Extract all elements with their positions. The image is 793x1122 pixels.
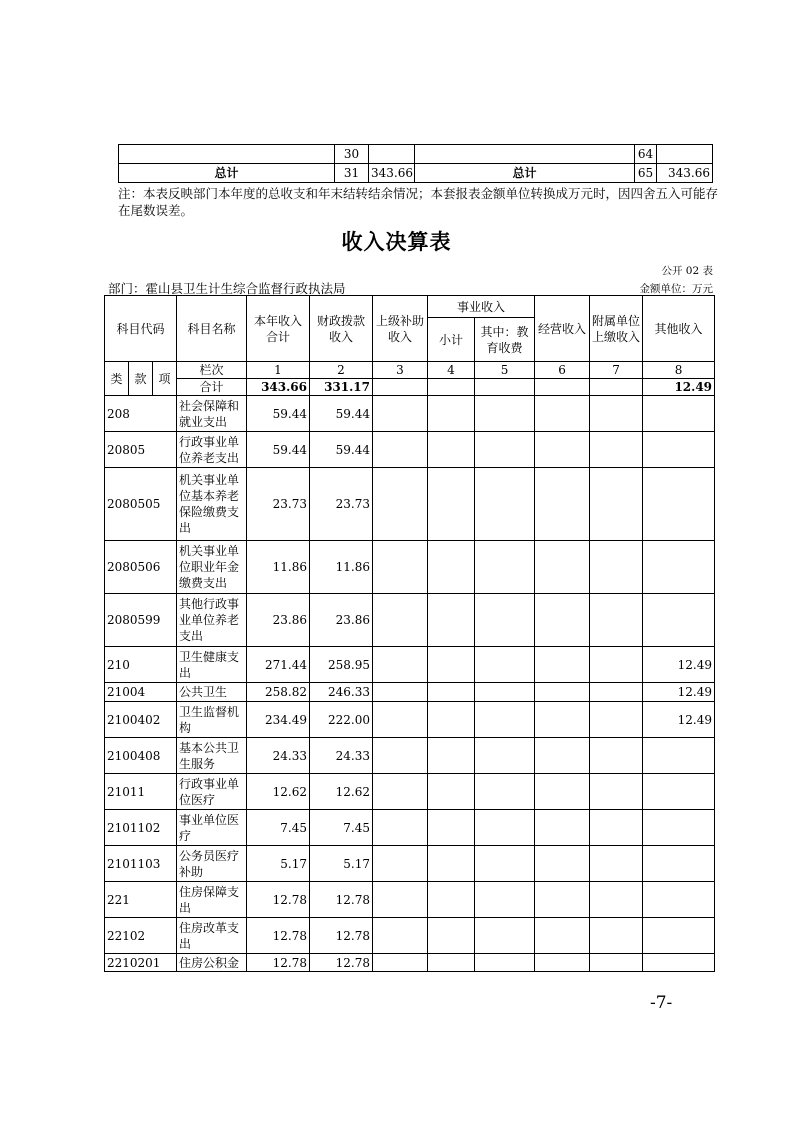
income-rows (105, 396, 715, 972)
row-fiscal: 24.33 (310, 738, 373, 774)
header-fiscal-allocation: 财政拨款收入 (310, 296, 373, 362)
row-other (643, 810, 715, 846)
row-fiscal: 12.62 (310, 774, 373, 810)
total-label-right: 总计 (415, 164, 635, 183)
grand-total-other: 12.49 (643, 379, 715, 396)
row-total: 59.44 (247, 432, 310, 468)
row-code: 20805 (105, 432, 177, 468)
row-total: 234.49 (247, 702, 310, 738)
row-code: 2100408 (105, 738, 177, 774)
summary-total-row (119, 164, 713, 183)
summary-table-fragment (118, 144, 713, 183)
column-number-row (105, 362, 715, 379)
table-note: 注：本表反映部门本年度的总收支和年末结转结余情况；本套报表金额单位转换成万元时，因四舍五入可能存在尾数误差。 (118, 186, 719, 218)
row-other (643, 954, 715, 972)
header-education-fees: 其中：教育收费 (475, 318, 535, 362)
header-section: 款 (129, 362, 153, 396)
row-fiscal: 12.78 (310, 954, 373, 972)
table-row (105, 396, 715, 432)
summary-col-no-left: 30 (335, 145, 369, 164)
header-total-income: 本年收入合计 (247, 296, 310, 362)
row-total: 12.78 (247, 918, 310, 954)
summary-col-no-right: 64 (635, 145, 657, 164)
table-code: 公开 02 表 (661, 265, 713, 277)
row-name: 行政事业单位医疗 (177, 774, 247, 810)
row-code: 2080506 (105, 541, 177, 594)
row-code: 2101103 (105, 846, 177, 882)
table-row (105, 774, 715, 810)
row-total: 24.33 (247, 738, 310, 774)
row-name: 行政事业单位养老支出 (177, 432, 247, 468)
row-name: 事业单位医疗 (177, 810, 247, 846)
table-row (105, 846, 715, 882)
row-fiscal: 12.78 (310, 882, 373, 918)
col-number: 3 (373, 362, 428, 379)
table-row (105, 468, 715, 541)
summary-row (119, 145, 713, 164)
row-other: 12.49 (643, 702, 715, 738)
col-number: 2 (310, 362, 373, 379)
row-name: 住房改革支出 (177, 918, 247, 954)
row-other (643, 738, 715, 774)
row-other (643, 882, 715, 918)
row-total: 7.45 (247, 810, 310, 846)
row-total: 271.44 (247, 647, 310, 683)
row-code: 208 (105, 396, 177, 432)
col-number: 1 (247, 362, 310, 379)
row-code: 2080505 (105, 468, 177, 541)
row-code: 2101102 (105, 810, 177, 846)
row-other (643, 846, 715, 882)
col-number: 7 (590, 362, 643, 379)
row-total: 5.17 (247, 846, 310, 882)
row-name: 住房公积金 (177, 954, 247, 972)
page-title: 收入决算表 (341, 230, 452, 254)
row-other (643, 432, 715, 468)
row-other (643, 918, 715, 954)
row-name: 机关事业单位基本养老保险缴费支出 (177, 468, 247, 541)
grand-total-fiscal: 331.17 (310, 379, 373, 396)
col-number: 6 (535, 362, 590, 379)
table-row (105, 738, 715, 774)
row-fiscal: 59.44 (310, 432, 373, 468)
grand-total-row (105, 379, 715, 396)
row-other (643, 468, 715, 541)
header-subject-name: 科目名称 (177, 296, 247, 362)
header-subject-code: 科目代码 (105, 296, 177, 362)
col-number: 5 (475, 362, 535, 379)
row-name: 公务员医疗补助 (177, 846, 247, 882)
table-row (105, 594, 715, 647)
table-row (105, 541, 715, 594)
income-table (104, 295, 715, 972)
row-other: 12.49 (643, 683, 715, 702)
row-fiscal: 222.00 (310, 702, 373, 738)
row-total: 23.86 (247, 594, 310, 647)
row-code: 210 (105, 647, 177, 683)
header-business-income: 事业收入 (428, 296, 535, 318)
row-total: 12.62 (247, 774, 310, 810)
row-fiscal: 23.73 (310, 468, 373, 541)
grand-total-label: 合计 (177, 379, 247, 396)
table-row (105, 882, 715, 918)
total-amount-left: 343.66 (369, 164, 415, 183)
row-total: 59.44 (247, 396, 310, 432)
row-total: 12.78 (247, 882, 310, 918)
total-col-no-right: 65 (635, 164, 657, 183)
row-fiscal: 258.95 (310, 647, 373, 683)
row-total: 12.78 (247, 954, 310, 972)
row-code: 21011 (105, 774, 177, 810)
unit-label: 金额单位：万元 (639, 283, 713, 295)
row-fiscal: 246.33 (310, 683, 373, 702)
page-number: -7- (650, 993, 673, 1013)
table-row (105, 647, 715, 683)
header-superior-subsidy: 上级补助收入 (373, 296, 428, 362)
header-column-no: 栏次 (177, 362, 247, 379)
row-code: 2100402 (105, 702, 177, 738)
table-row (105, 918, 715, 954)
header-class: 类 (105, 362, 129, 396)
row-name: 公共卫生 (177, 683, 247, 702)
row-code: 2210201 (105, 954, 177, 972)
row-name: 机关事业单位职业年金缴费支出 (177, 541, 247, 594)
table-row (105, 432, 715, 468)
department-label: 部门：霍山县卫生计生综合监督行政执法局 (108, 281, 346, 296)
table-row (105, 702, 715, 738)
row-name: 社会保障和就业支出 (177, 396, 247, 432)
row-name: 其他行政事业单位养老支出 (177, 594, 247, 647)
table-row (105, 954, 715, 972)
row-fiscal: 59.44 (310, 396, 373, 432)
header-subtotal: 小计 (428, 318, 475, 362)
row-code: 221 (105, 882, 177, 918)
total-amount-right: 343.66 (657, 164, 713, 183)
col-number: 8 (643, 362, 715, 379)
row-code: 22102 (105, 918, 177, 954)
header-row-1 (105, 296, 715, 318)
row-name: 住房保障支出 (177, 882, 247, 918)
row-fiscal: 11.86 (310, 541, 373, 594)
row-fiscal: 12.78 (310, 918, 373, 954)
col-number: 4 (428, 362, 475, 379)
row-total: 258.82 (247, 683, 310, 702)
row-name: 基本公共卫生服务 (177, 738, 247, 774)
row-other: 12.49 (643, 647, 715, 683)
row-name: 卫生监督机构 (177, 702, 247, 738)
table-row (105, 683, 715, 702)
total-label-left: 总计 (119, 164, 335, 183)
row-other (643, 774, 715, 810)
row-other (643, 541, 715, 594)
header-operating-income: 经营收入 (535, 296, 590, 362)
row-fiscal: 23.86 (310, 594, 373, 647)
total-col-no-left: 31 (335, 164, 369, 183)
grand-total-income: 343.66 (247, 379, 310, 396)
header-other-income: 其他收入 (643, 296, 715, 362)
row-total: 23.73 (247, 468, 310, 541)
header-item: 项 (153, 362, 177, 396)
row-name: 卫生健康支出 (177, 647, 247, 683)
row-total: 11.86 (247, 541, 310, 594)
row-fiscal: 5.17 (310, 846, 373, 882)
row-fiscal: 7.45 (310, 810, 373, 846)
table-row (105, 810, 715, 846)
row-code: 21004 (105, 683, 177, 702)
header-affiliated-income: 附属单位上缴收入 (590, 296, 643, 362)
row-other (643, 396, 715, 432)
row-other (643, 594, 715, 647)
row-code: 2080599 (105, 594, 177, 647)
